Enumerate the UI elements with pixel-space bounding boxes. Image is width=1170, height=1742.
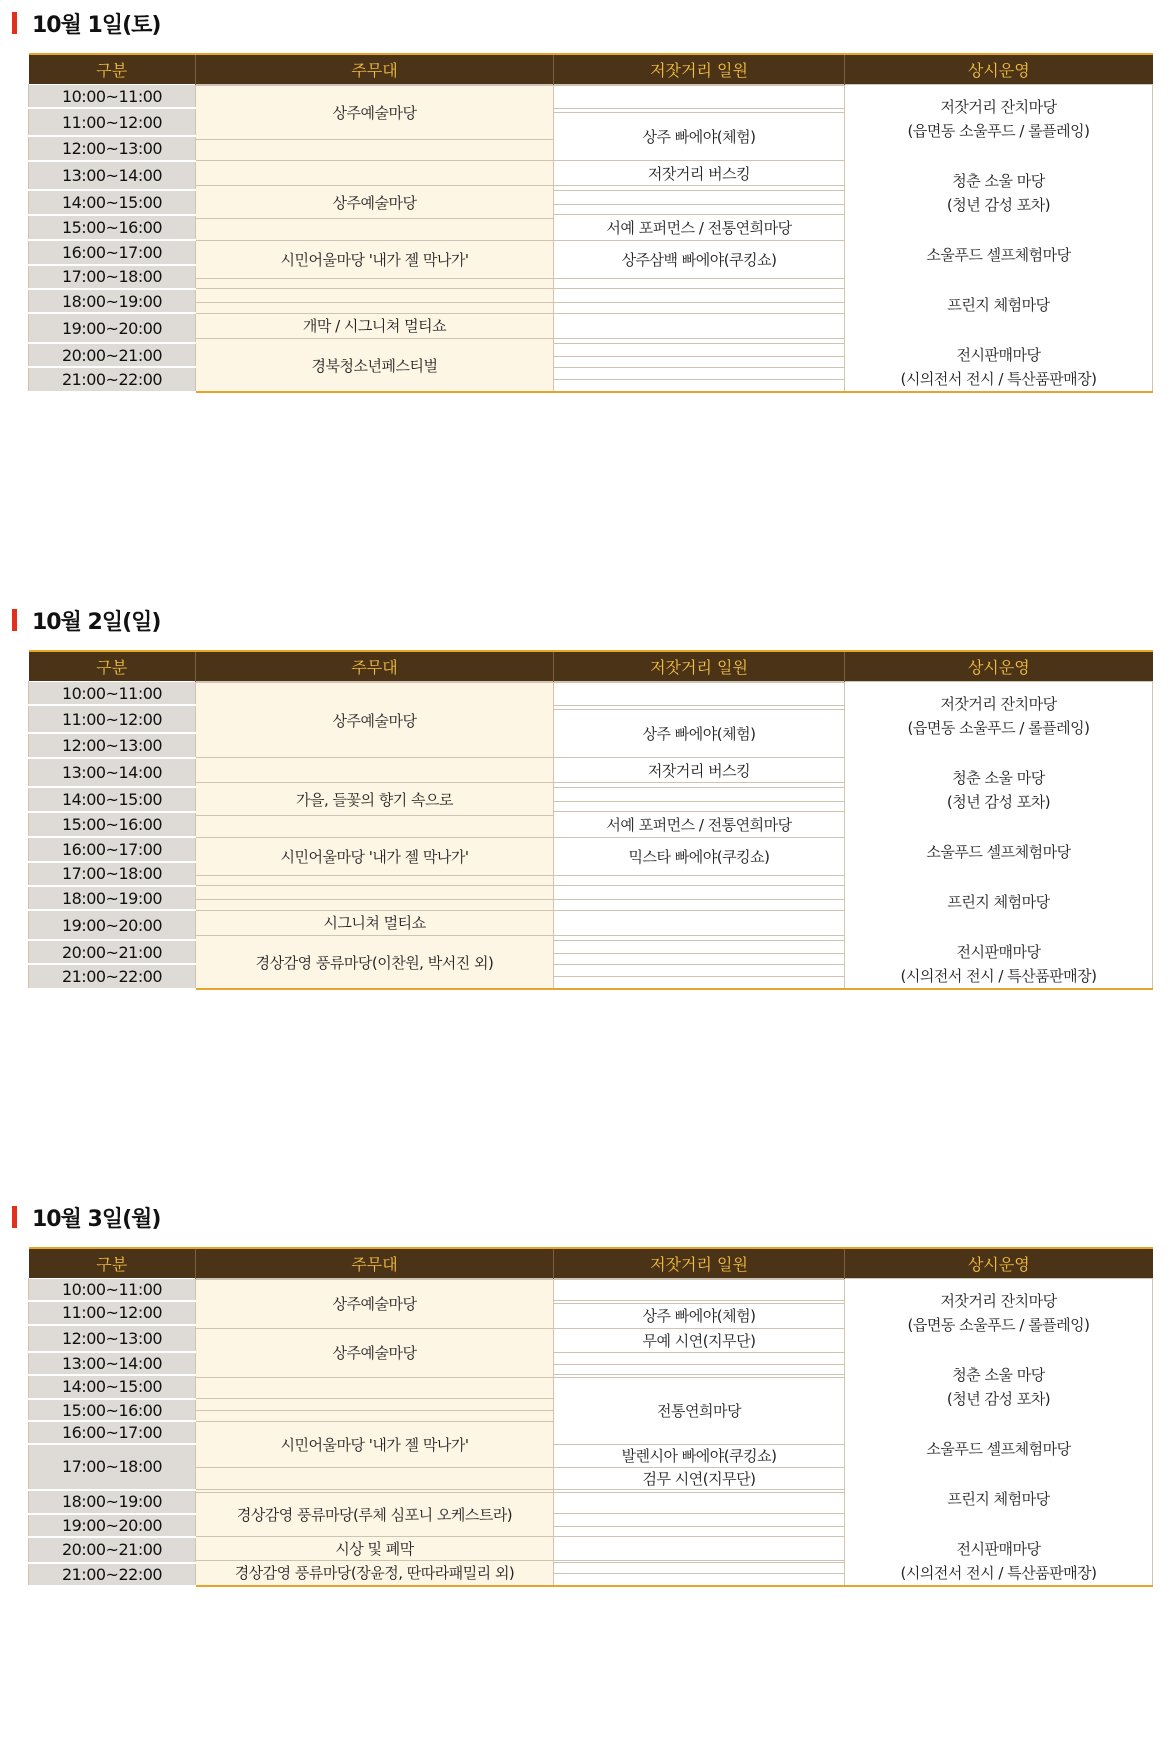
stage-event: 상주예술마당 xyxy=(196,1280,554,1329)
time-slot: 10:00~11:00 xyxy=(29,1279,196,1301)
schedule-table xyxy=(28,650,1153,990)
time-slot: 17:00~18:00 xyxy=(29,862,196,886)
permanent-item-sub: (읍면동 소울푸드 / 롤플레잉) xyxy=(907,1316,1090,1334)
time-slot: 11:00~12:00 xyxy=(29,1301,196,1325)
permanent-item-sub: (시의전서 전시 / 특산품판매장) xyxy=(900,1564,1097,1582)
street-event: 검무 시연(지무단) xyxy=(554,1468,845,1490)
time-slot: 16:00~17:00 xyxy=(29,1421,196,1444)
stage-event: 경북청소년페스티벌 xyxy=(196,339,554,392)
street-event: 서예 포퍼먼스 / 전통연희마당 xyxy=(554,812,845,837)
header-permanent: 상시운영 xyxy=(845,54,1153,85)
header-street: 저잣거리 일원 xyxy=(554,54,845,85)
header-main-stage: 주무대 xyxy=(196,651,554,682)
time-slot: 13:00~14:00 xyxy=(29,161,196,191)
header-street: 저잣거리 일원 xyxy=(554,651,845,682)
permanent-item: 전시판매마당 xyxy=(956,1540,1041,1558)
time-slot: 12:00~13:00 xyxy=(29,733,196,757)
header-main-stage: 주무대 xyxy=(196,1248,554,1279)
stage-event: 시민어울마당 '내가 젤 막나가' xyxy=(196,240,554,278)
street-event: 발렌시아 빠에야(쿠킹쇼) xyxy=(554,1444,845,1468)
schedule-table xyxy=(28,1247,1153,1587)
stage-event: 개막 / 시그니쳐 멀티쇼 xyxy=(196,313,554,338)
permanent-events xyxy=(845,682,1153,990)
time-slot: 17:00~18:00 xyxy=(29,1444,196,1490)
time-slot: 19:00~20:00 xyxy=(29,313,196,343)
permanent-item: 소울푸드 셀프체험마당 xyxy=(926,246,1071,264)
street-event: 상주 빠에야(체험) xyxy=(554,113,845,161)
stage-event: 경상감영 풍류마당(루체 심포니 오케스트라) xyxy=(196,1492,554,1536)
permanent-item: 청춘 소울 마당 xyxy=(952,1366,1045,1384)
time-slot: 16:00~17:00 xyxy=(29,240,196,264)
permanent-item-sub: (읍면동 소울푸드 / 롤플레잉) xyxy=(907,719,1090,737)
time-slot: 14:00~15:00 xyxy=(29,190,196,214)
time-slot: 14:00~15:00 xyxy=(29,1375,196,1399)
permanent-item: 전시판매마당 xyxy=(956,346,1041,364)
day-section-3 xyxy=(0,1194,1170,1742)
stage-event: 시민어울마당 '내가 젤 막나가' xyxy=(196,1421,554,1467)
stage-event: 시민어울마당 '내가 젤 막나가' xyxy=(196,837,554,875)
stage-event: 경상감영 풍류마당(장윤정, 딴따라패밀리 외) xyxy=(196,1560,554,1586)
street-event: 서예 포퍼먼스 / 전통연희마당 xyxy=(554,215,845,240)
day-title xyxy=(12,1204,160,1230)
permanent-events xyxy=(845,1279,1153,1587)
time-slot: 15:00~16:00 xyxy=(29,215,196,240)
time-slot: 18:00~19:00 xyxy=(29,289,196,313)
time-slot: 15:00~16:00 xyxy=(29,812,196,837)
time-slot: 10:00~11:00 xyxy=(29,682,196,706)
time-slot: 17:00~18:00 xyxy=(29,265,196,289)
day-section-2 xyxy=(0,597,1170,1137)
permanent-item-sub: (읍면동 소울푸드 / 롤플레잉) xyxy=(907,122,1090,140)
time-slot: 10:00~11:00 xyxy=(29,85,196,109)
time-slot: 13:00~14:00 xyxy=(29,1352,196,1375)
title-accent-bar xyxy=(12,1206,17,1228)
stage-event: 경상감영 풍류마당(이찬원, 박서진 외) xyxy=(196,936,554,989)
street-event: 전통연희마당 xyxy=(554,1377,845,1444)
stage-event: 상주예술마당 xyxy=(196,86,554,140)
time-slot: 18:00~19:00 xyxy=(29,1490,196,1514)
time-slot: 18:00~19:00 xyxy=(29,886,196,910)
permanent-item-sub: (청년 감성 포차) xyxy=(946,196,1051,214)
day-title xyxy=(12,10,160,36)
time-slot: 14:00~15:00 xyxy=(29,787,196,811)
permanent-item: 청춘 소울 마당 xyxy=(952,172,1045,190)
title-accent-bar xyxy=(12,12,17,34)
street-event: 믹스타 빠에야(쿠킹쇼) xyxy=(554,837,845,875)
day-title-text: 10월 3일(월) xyxy=(32,1206,161,1232)
stage-event: 시그니쳐 멀티쇼 xyxy=(196,910,554,935)
permanent-item-sub: (청년 감성 포차) xyxy=(946,1390,1051,1408)
time-slot: 15:00~16:00 xyxy=(29,1399,196,1422)
street-event: 상주 빠에야(체험) xyxy=(554,1303,845,1328)
time-slot: 20:00~21:00 xyxy=(29,940,196,964)
time-slot: 19:00~20:00 xyxy=(29,910,196,940)
schedule-table xyxy=(28,53,1153,393)
street-event: 무예 시연(지무단) xyxy=(554,1328,845,1352)
header-permanent: 상시운영 xyxy=(845,651,1153,682)
header-category: 구분 xyxy=(29,1248,196,1279)
day-section-1 xyxy=(0,0,1170,540)
time-slot: 16:00~17:00 xyxy=(29,837,196,861)
day-title xyxy=(12,607,160,633)
time-slot: 21:00~22:00 xyxy=(29,1563,196,1586)
time-slot: 11:00~12:00 xyxy=(29,108,196,136)
permanent-item: 저잣거리 잔치마당 xyxy=(940,695,1057,713)
header-category: 구분 xyxy=(29,54,196,85)
title-accent-bar xyxy=(12,609,17,631)
street-event: 저잣거리 버스킹 xyxy=(554,758,845,783)
time-slot: 20:00~21:00 xyxy=(29,1537,196,1563)
stage-event: 상주예술마당 xyxy=(196,683,554,758)
permanent-item-sub: (시의전서 전시 / 특산품판매장) xyxy=(900,370,1097,388)
permanent-events xyxy=(845,85,1153,393)
header-permanent: 상시운영 xyxy=(845,1248,1153,1279)
time-slot: 13:00~14:00 xyxy=(29,758,196,788)
permanent-item-sub: (시의전서 전시 / 특산품판매장) xyxy=(900,967,1097,985)
time-slot: 12:00~13:00 xyxy=(29,136,196,160)
header-main-stage: 주무대 xyxy=(196,54,554,85)
street-event: 상주삼백 빠에야(쿠킹쇼) xyxy=(554,240,845,278)
permanent-item: 청춘 소울 마당 xyxy=(952,769,1045,787)
street-event: 저잣거리 버스킹 xyxy=(554,161,845,186)
time-slot: 12:00~13:00 xyxy=(29,1325,196,1352)
stage-event: 상주예술마당 xyxy=(196,1328,554,1377)
permanent-item: 소울푸드 셀프체험마당 xyxy=(926,843,1071,861)
time-slot: 11:00~12:00 xyxy=(29,705,196,733)
permanent-item: 프린지 체험마당 xyxy=(947,296,1050,314)
time-slot: 19:00~20:00 xyxy=(29,1514,196,1537)
header-category: 구분 xyxy=(29,651,196,682)
stage-event: 상주예술마당 xyxy=(196,186,554,218)
street-event: 상주 빠에야(체험) xyxy=(554,710,845,758)
permanent-item-sub: (청년 감성 포차) xyxy=(946,793,1051,811)
day-title-text: 10월 2일(일) xyxy=(32,609,161,635)
time-slot: 21:00~22:00 xyxy=(29,367,196,392)
time-slot: 21:00~22:00 xyxy=(29,964,196,989)
permanent-item: 저잣거리 잔치마당 xyxy=(940,98,1057,116)
header-street: 저잣거리 일원 xyxy=(554,1248,845,1279)
permanent-item: 전시판매마당 xyxy=(956,943,1041,961)
permanent-item: 프린지 체험마당 xyxy=(947,893,1050,911)
day-title-text: 10월 1일(토) xyxy=(32,12,161,38)
permanent-item: 프린지 체험마당 xyxy=(947,1490,1050,1508)
stage-event: 가을, 들꽃의 향기 속으로 xyxy=(196,783,554,815)
permanent-item: 저잣거리 잔치마당 xyxy=(940,1292,1057,1310)
stage-event: 시상 및 폐막 xyxy=(196,1537,554,1561)
time-slot: 20:00~21:00 xyxy=(29,343,196,367)
permanent-item: 소울푸드 셀프체험마당 xyxy=(926,1440,1071,1458)
